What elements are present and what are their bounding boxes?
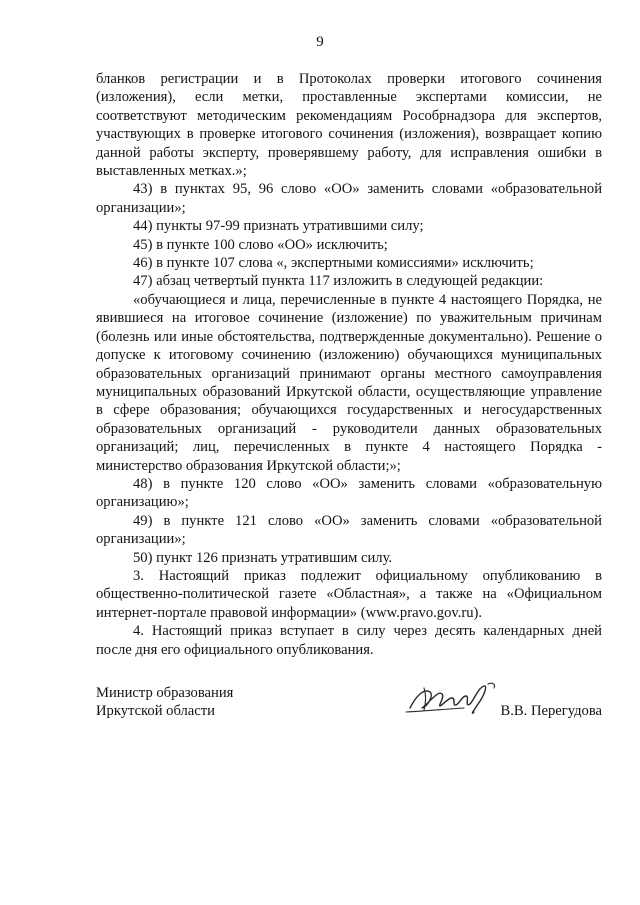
paragraph-quoted-text: «обучающиеся и лица, перечисленные в пункте 4 настоящего Порядка, не явившиеся на итоговое сочинение (изложение) по уважительным причинам (болезнь или иные обстоятельства, подтвержденные документально). Решение о допуске к итоговому сочинению (изложению) обучающихся муниципальных образовательных организаций принимают органы местного самоуправления муниципальных образований Иркутской области, осуществляющие управление в сфере образования; обучающихся государственных и негосударственных образовательных организаций - руководители данных образовательных организаций; лиц, перечисленных в пункте 4 настоящего Порядка - министерство образования Иркутской области;»; — [96, 291, 602, 474]
paragraph-item-50: 50) пункт 126 признать утратившим силу. — [133, 549, 393, 566]
paragraph-clause-3: 3. Настоящий приказ подлежит официальному опубликованию в общественно-политической газете «Областная», а также на «Официальном интернет-портале правовой информации» (www.pravo.gov.ru). — [96, 567, 602, 621]
signatory-name: В.В. Перегудова — [500, 703, 602, 719]
paragraph-item-45: 45) в пункте 100 слово «ОО» исключить; — [133, 236, 388, 253]
paragraph-continuation: бланков регистрации и в Протоколах проверки итогового сочинения (изложения), если метки, проставленные экспертами комиссии, не соответствуют методическим рекомендациям Рособрнадзора для экспертов, участвующих в проверке итогового сочинения (изложения), возвращает копию данной работы эксперту, проверявшему работу, для исправления ошибки в выставленных метках.»; — [96, 71, 602, 180]
signatory-title — [96, 684, 233, 721]
paragraph-item-43: 43) в пунктах 95, 96 слово «ОО» заменить словами «образовательной организации»; — [96, 181, 602, 216]
paragraph-clause-4: 4. Настоящий приказ вступает в силу через десять календарных дней после дня его официального опубликования. — [96, 623, 602, 658]
signatory-title-line-2: Иркутской области — [96, 703, 215, 720]
signatory-title-line-1: Министр образования — [96, 685, 234, 701]
paragraph-item-46: 46) в пункте 107 слова «, экспертными комиссиями» исключить; — [133, 255, 534, 272]
paragraph-item-49: 49) в пункте 121 слово «ОО» заменить словами «образовательной организации»; — [96, 512, 602, 548]
handwritten-signature — [404, 678, 500, 720]
signature-block — [96, 684, 602, 724]
document-body — [96, 70, 602, 659]
page-number: 9 — [316, 34, 324, 50]
paragraph-item-47: 47) абзац четвертый пункта 117 изложить в следующей редакции: — [133, 273, 544, 290]
paragraph-item-44: 44) пункты 97-99 признать утратившими силу; — [133, 218, 424, 235]
paragraph-item-48: 48) в пункте 120 слово «ОО» заменить словами «образовательную организацию»; — [96, 475, 602, 511]
